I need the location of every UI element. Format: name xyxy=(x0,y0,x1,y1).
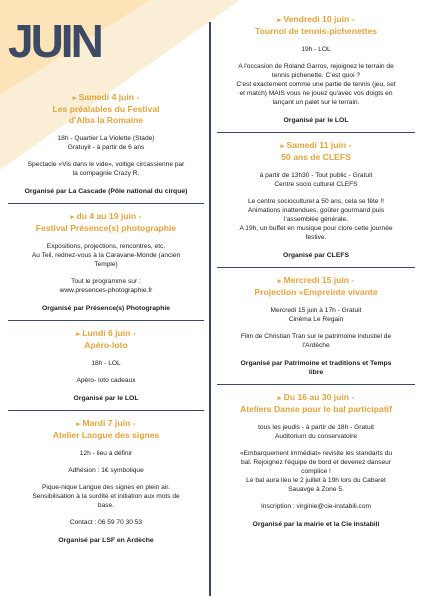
event-meta: 12h - lieu à définir xyxy=(79,450,133,457)
event-separator xyxy=(217,132,415,133)
event-title: ▸ Lundi 6 juin - Apéro-loto xyxy=(76,328,136,350)
event-organizer: Organisé par le LOL xyxy=(283,117,349,124)
event-meta: tous les jeudis - à partir de 18h - Gratuit Auditorium du conservatoire xyxy=(258,424,374,440)
event-meta: 18h - LOL xyxy=(91,360,121,367)
event-separator xyxy=(8,410,204,411)
triangle-bullet-icon: ▸ xyxy=(70,214,75,221)
event-meta: à partir de 13h30 - Tout public - Gratuit Centre socio culturel CLEFS xyxy=(259,172,373,188)
event-description: Pique-nique Langue des signes en plein air. Sensibilisation à la surdité et initiation aux mots de base. xyxy=(32,484,180,509)
event-separator xyxy=(8,320,204,321)
event-contact-email[interactable]: Inscription : virginie@cie-instabili.com xyxy=(260,503,372,510)
event-title: ▸ Samedi 4 juin - Les préalables du Festival d'Alba la Romaine xyxy=(52,92,160,125)
event-meta: 18h - Quartier La Violette (Stade) Gratuyit - à partir de 6 ans xyxy=(57,135,155,151)
event-langue-des-signes xyxy=(8,418,204,545)
left-column xyxy=(8,80,204,545)
event-contact: Contact : 06 59 70 30 53 xyxy=(69,519,143,526)
event-organizer: Organisé par Patrimoine et traditions et Temps libre xyxy=(240,360,392,376)
event-description: Le centre socioculturel a 50 ans, cela se fête !! Animations inattendues, goûter gourmand puis l'assemblée générale. A 19h, un buffet en musique pour clore cette journée festive. xyxy=(239,198,393,241)
right-column xyxy=(217,14,415,529)
event-meta: Expositions, projections, rencontres, etc. Au Teil, rednez-vous à la Caravane-Monde (ancien Temple) xyxy=(31,243,181,268)
page-title: JUIN xyxy=(8,15,101,67)
event-organizer: Organisé par la mairie et la Cie Instabili xyxy=(252,521,380,528)
event-title: ▸ du 4 au 19 juin - Festival Présence(s) photographie xyxy=(35,211,177,233)
event-organizer: Organisé par LSF en Ardèche xyxy=(58,537,154,544)
event-description: Tout le programme sur : www.presences-photographie.fr xyxy=(59,278,153,294)
event-ateliers-danse xyxy=(217,392,415,529)
event-separator xyxy=(217,384,415,385)
triangle-bullet-icon: ▸ xyxy=(277,17,281,24)
event-title: ▸ Samedi 11 juin - 50 ans de CLEFS xyxy=(280,140,352,162)
event-membership: Adhésion : 1€ symbolique xyxy=(68,467,144,474)
event-separator xyxy=(8,203,204,204)
triangle-bullet-icon: ▸ xyxy=(277,395,282,402)
event-organizer: Organisé par CLEFS xyxy=(282,252,350,259)
event-50-ans-clefs xyxy=(217,140,415,260)
event-title: ▸ Vendredi 10 juin - Tournoi de tennis-pichenettes xyxy=(254,14,378,36)
event-festival-presences xyxy=(8,211,204,313)
event-separator xyxy=(217,267,415,268)
event-title: ▸ Mardi 7 juin - Atelier Langue des signes xyxy=(52,418,160,440)
event-title: ▸ Mercredi 15 juin - Projection «Empreinte vivante xyxy=(254,275,378,297)
event-organizer: Organisé par La Cascade (Pôle national du cirque) xyxy=(24,188,188,195)
event-apero-loto xyxy=(8,328,204,403)
website-link[interactable]: www.presences-photographie.fr xyxy=(59,287,153,294)
event-tennis-pichenettes xyxy=(217,14,415,125)
triangle-bullet-icon: ▸ xyxy=(277,278,282,285)
event-description: «Embarquement immédiat» revisite les standarts du bal. Rejoignez l'équipe de bord et devenez danseur complice ! Le bal aura lieu le 2 juillet à 19h lors du Cabaret Sauavge à Zone 5. xyxy=(239,450,393,493)
event-description: A l'occasion de Roland Garros, rejoignez le terrain de tennis pichenette. C'est quoi ? C'est exactement comme une partie de tennis (jeu, set et match) MAIS vous ne jouez qu'avec vos doigts en lançant un palet sur le terrain. xyxy=(236,63,396,106)
triangle-bullet-icon: ▸ xyxy=(76,421,81,428)
column-divider xyxy=(209,22,211,596)
event-title: ▸ Du 16 au 30 juin - Ateliers Danse pour le bal participatif xyxy=(240,392,392,414)
event-organizer: Organisé par Présence(s) Photographie xyxy=(41,305,171,312)
event-organizer: Organisé par le LOL xyxy=(73,395,139,402)
event-meta: Mercredi 15 juin à 17h - Gratuit Cinéma Le Regain xyxy=(270,307,362,323)
event-samedi-4-juin xyxy=(8,92,204,196)
event-meta: 19h - LOL xyxy=(301,46,331,53)
event-description: Apéro- loto cadeaux xyxy=(76,377,136,384)
triangle-bullet-icon: ▸ xyxy=(72,95,77,102)
event-description: Spectacle «Vis dans le vide», voltige circassienne par la compagnie Crazy R. xyxy=(27,161,185,177)
triangle-bullet-icon: ▸ xyxy=(76,331,80,338)
triangle-bullet-icon: ▸ xyxy=(280,143,285,150)
event-description: Film de Christian Tran sur le patrimoine industiel de l'Ardèche xyxy=(240,333,392,349)
event-projection-empreinte xyxy=(217,275,415,377)
